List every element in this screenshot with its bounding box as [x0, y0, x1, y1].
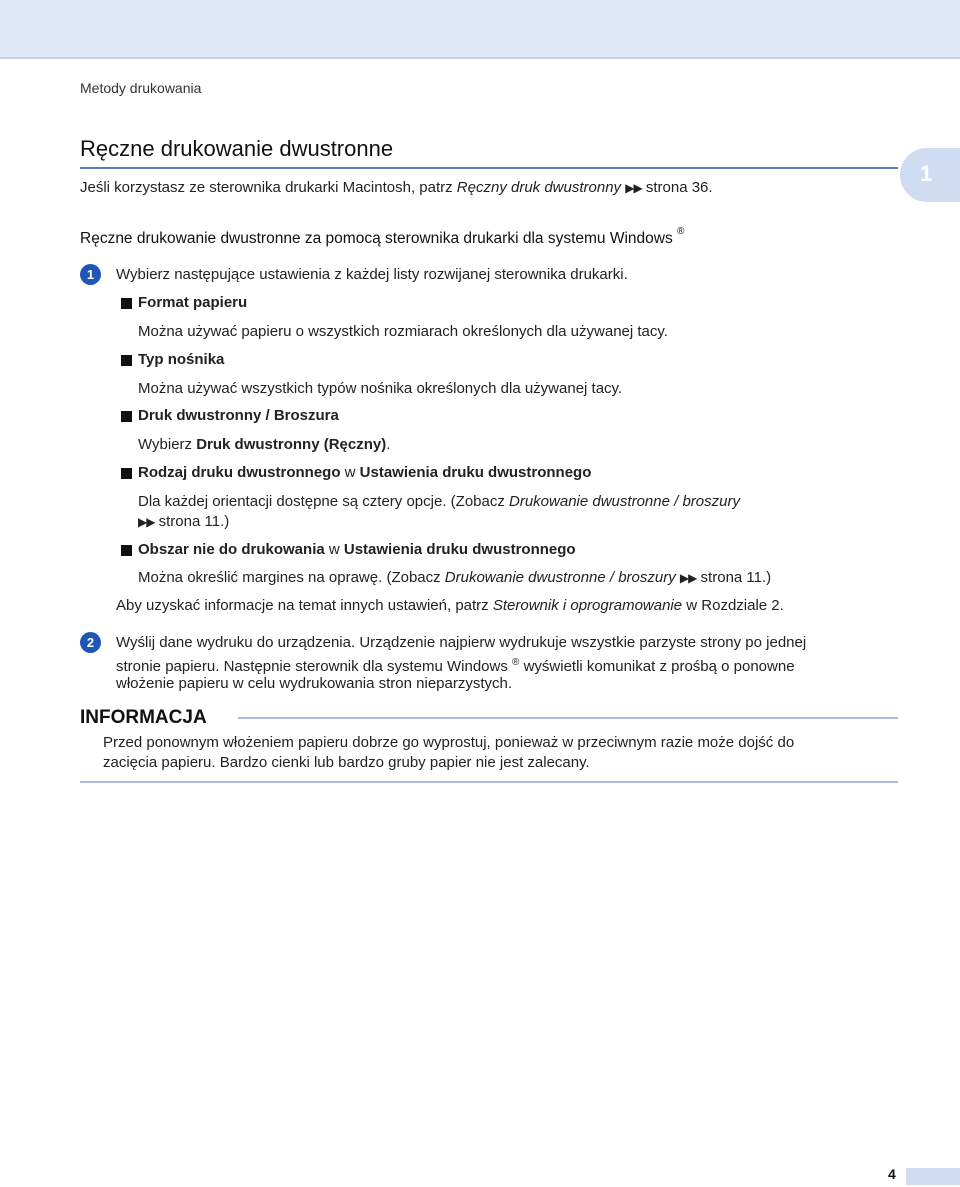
step-1-marker: 1: [80, 264, 101, 285]
bullet-icon: [121, 355, 132, 366]
info-line-1: Przed ponownym włożeniem papieru dobrze go wyprostuj, ponieważ w przeciwnym razie może dojść do: [103, 734, 795, 751]
item-media-label: Typ nośnika: [138, 351, 225, 368]
bullet-icon: [121, 298, 132, 309]
bullet-icon: [121, 545, 132, 556]
step-2-line-3: włożenie papieru w celu wydrukowania stron nieparzystych.: [116, 675, 513, 692]
item-duplex-label: Druk dwustronny / Broszura: [138, 407, 339, 424]
item-format-label: Format papieru: [138, 294, 248, 311]
step-1-text: Wybierz następujące ustawienia z każdej listy rozwijanej sterownika drukarki.: [116, 266, 628, 283]
duplex-link-2[interactable]: Drukowanie dwustronne / broszury: [444, 569, 676, 586]
page-number: 4: [888, 1166, 896, 1182]
arrow-icon: ▶▶: [679, 571, 697, 585]
item-duplex-type-label: Rodzaj druku dwustronnego w Ustawienia druku dwustronnego: [138, 464, 592, 481]
item-duplex-type-desc-cont: ▶▶ strona 11.): [138, 513, 230, 530]
item-nonprint-label: Obszar nie do drukowania w Ustawienia druku dwustronnego: [138, 541, 576, 558]
item-format-desc: Można używać papieru o wszystkich rozmiarach określonych dla używanej tacy.: [138, 323, 668, 340]
chapter-tab: [900, 148, 960, 202]
info-line-2: zacięcia papieru. Bardzo cienki lub bardzo gruby papier nie jest zalecany.: [103, 754, 590, 771]
info-title: INFORMACJA: [80, 707, 207, 728]
item-duplex-desc: Wybierz Druk dwustronny (Ręczny).: [138, 436, 391, 453]
item-duplex-type-desc: Dla każdej orientacji dostępne są cztery opcje. (Zobacz Drukowanie dwustronne / broszury: [138, 493, 740, 510]
page-tab: [906, 1168, 960, 1185]
arrow-icon: ▶▶: [138, 515, 155, 529]
item-nonprint-desc: Można określić margines na oprawę. (Zobacz Drukowanie dwustronne / broszury ▶▶ strona 11.): [138, 569, 772, 586]
intro-link[interactable]: Ręczny druk dwustronny: [456, 179, 622, 196]
item-media-desc: Można używać wszystkich typów nośnika określonych dla używanej tacy.: [138, 380, 623, 397]
section-header: Metody drukowania: [80, 80, 202, 96]
section-subtitle: Ręczne drukowanie dwustronne za pomocą sterownika drukarki dla systemu Windows ®: [80, 226, 685, 248]
bullet-icon: [121, 468, 132, 479]
duplex-link[interactable]: Drukowanie dwustronne / broszury: [509, 493, 740, 510]
title-rule: [80, 167, 898, 169]
info-rule-top: [238, 717, 898, 719]
arrow-icon: ▶▶: [625, 181, 642, 195]
registered-mark: ®: [677, 226, 685, 237]
step-2-marker: 2: [80, 632, 101, 653]
step-2-line-2: stronie papieru. Następnie sterownik dla systemu Windows ® wyświetli komunikat z prośbą o ponowne: [116, 657, 795, 675]
intro-paragraph: Jeśli korzystasz ze sterownika drukarki Macintosh, patrz Ręczny druk dwustronny ▶▶ strona 36.: [80, 179, 713, 196]
info-rule-bottom: [80, 781, 898, 783]
step-2-line-1: Wyślij dane wydruku do urządzenia. Urządzenie najpierw wydrukuje wszystkie parzyste strony po jednej: [116, 634, 807, 651]
step-1-footer: Aby uzyskać informacje na temat innych ustawień, patrz Sterownik i oprogramowanie w Rozdziale 2.: [116, 597, 784, 614]
bullet-icon: [121, 411, 132, 422]
top-bar: [0, 0, 960, 57]
driver-link[interactable]: Sterownik i oprogramowanie: [492, 597, 683, 614]
page-title: Ręczne drukowanie dwustronne: [80, 136, 394, 161]
top-bar-divider: [0, 57, 960, 59]
chapter-number: 1: [920, 161, 933, 186]
registered-mark: ®: [512, 657, 520, 668]
